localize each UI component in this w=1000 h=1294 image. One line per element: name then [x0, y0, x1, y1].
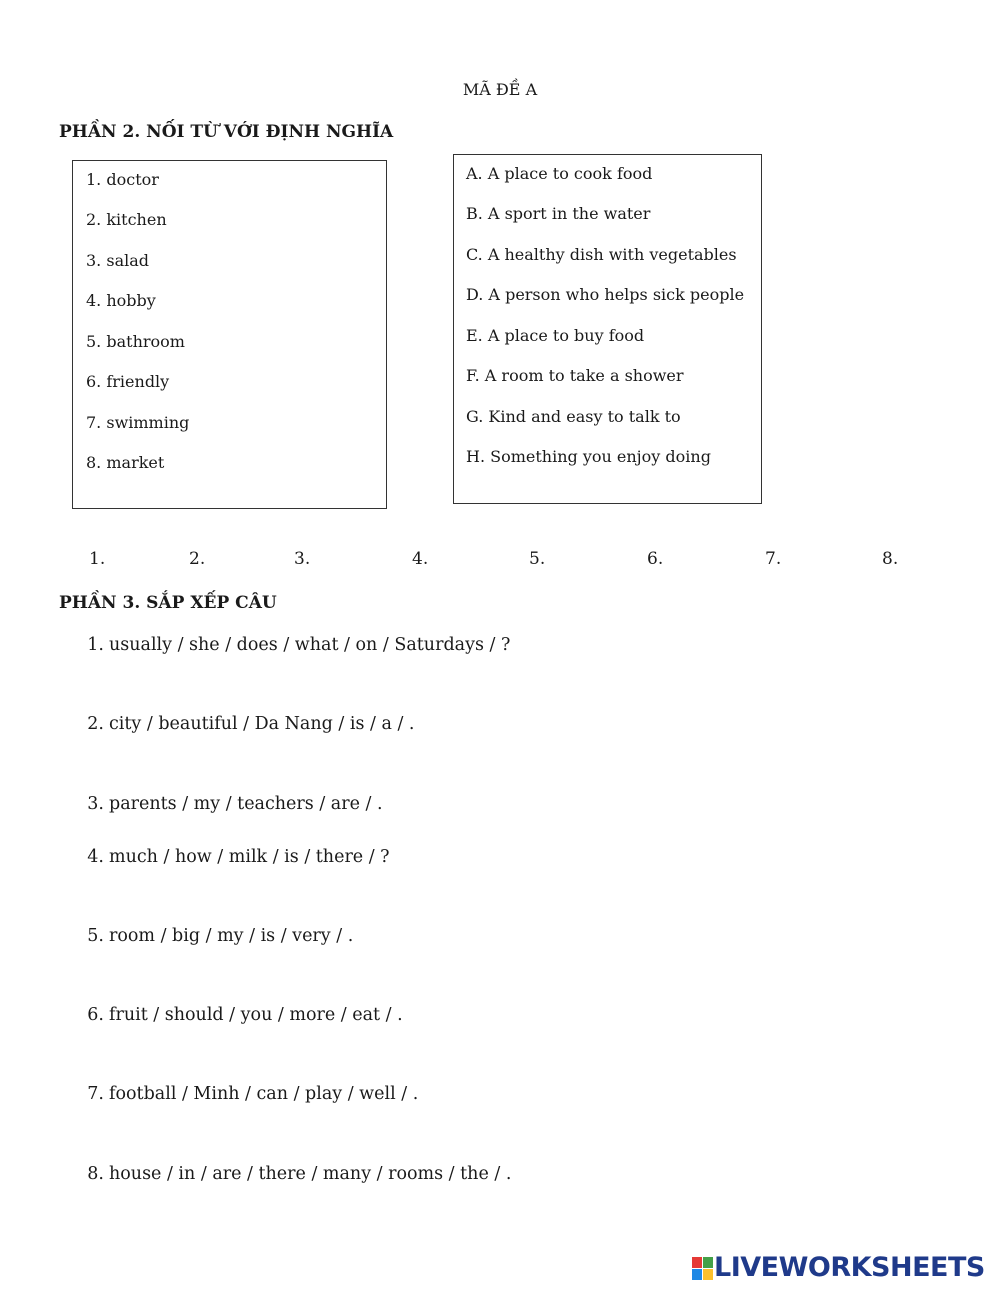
- sentence-text: city / beautiful / Da Nang / is / a / .: [109, 714, 415, 734]
- word-item: 8. market: [86, 453, 165, 472]
- answer-label: 5.: [529, 549, 546, 569]
- sentence-text: house / in / are / there / many / rooms / the / .: [109, 1164, 512, 1184]
- answer-label: 1.: [89, 549, 106, 569]
- word-item: 2. kitchen: [86, 210, 167, 229]
- sentence-number: 8.: [87, 1164, 104, 1184]
- logo-square: [703, 1257, 713, 1268]
- part3-title: PHẦN 3. SẮP XẾP CÂU: [59, 593, 277, 613]
- sentence-item: [80, 714, 680, 738]
- word-item: 6. friendly: [86, 372, 170, 391]
- definition-item: G. Kind and easy to talk to: [466, 407, 681, 426]
- part2-title: PHẦN 2. NỐI TỪ VỚI ĐỊNH NGHĨA: [59, 122, 394, 142]
- word-item: 4. hobby: [86, 291, 156, 310]
- exam-code: MÃ ĐỀ A: [462, 80, 538, 99]
- answer-label: 4.: [412, 549, 429, 569]
- word-item: 1. doctor: [86, 170, 159, 189]
- definition-item: D. A person who helps sick people: [466, 285, 745, 304]
- sentence-item: [80, 1164, 680, 1188]
- sentence-text: usually / she / does / what / on / Saturdays / ?: [109, 635, 511, 655]
- logo-square: [692, 1269, 702, 1280]
- word-item: 5. bathroom: [86, 332, 185, 351]
- word-item: 7. swimming: [86, 413, 190, 432]
- sentence-item: [80, 1005, 680, 1029]
- sentence-number: 3.: [87, 794, 104, 814]
- logo-text: LIVEWORKSHEETS: [714, 1252, 985, 1283]
- definition-item: C. A healthy dish with vegetables: [466, 245, 737, 264]
- definition-item: E. A place to buy food: [466, 326, 645, 345]
- sentence-text: fruit / should / you / more / eat / .: [109, 1005, 403, 1025]
- answer-label: 8.: [882, 549, 899, 569]
- sentence-item: [80, 794, 680, 818]
- definition-item: A. A place to cook food: [466, 164, 653, 183]
- word-item: 3. salad: [86, 251, 149, 270]
- definitions-box: [453, 154, 762, 504]
- sentence-number: 4.: [87, 847, 104, 867]
- answer-row: [0, 549, 1000, 573]
- logo-square: [703, 1269, 713, 1280]
- definition-item: H. Something you enjoy doing: [466, 447, 711, 466]
- answer-label: 2.: [189, 549, 206, 569]
- definition-item: F. A room to take a shower: [466, 366, 684, 385]
- liveworksheets-logo[interactable]: [688, 1252, 988, 1286]
- sentence-text: room / big / my / is / very / .: [109, 926, 354, 946]
- answer-label: 3.: [294, 549, 311, 569]
- sentence-item: [80, 926, 680, 950]
- sentence-text: parents / my / teachers / are / .: [109, 794, 383, 814]
- sentence-number: 2.: [87, 714, 104, 734]
- sentence-item: [80, 1084, 680, 1108]
- sentence-text: much / how / milk / is / there / ?: [109, 847, 390, 867]
- answer-label: 7.: [765, 549, 782, 569]
- definition-item: B. A sport in the water: [466, 204, 651, 223]
- words-box: [72, 160, 387, 509]
- sentence-number: 1.: [87, 635, 104, 655]
- sentence-text: football / Minh / can / play / well / .: [109, 1084, 419, 1104]
- sentence-number: 7.: [87, 1084, 104, 1104]
- sentence-number: 5.: [87, 926, 104, 946]
- sentence-item: [80, 635, 680, 659]
- answer-label: 6.: [647, 549, 664, 569]
- logo-square: [692, 1257, 702, 1268]
- sentence-item: [80, 847, 680, 871]
- liveworksheets-logo-icon: [692, 1257, 714, 1281]
- sentence-number: 6.: [87, 1005, 104, 1025]
